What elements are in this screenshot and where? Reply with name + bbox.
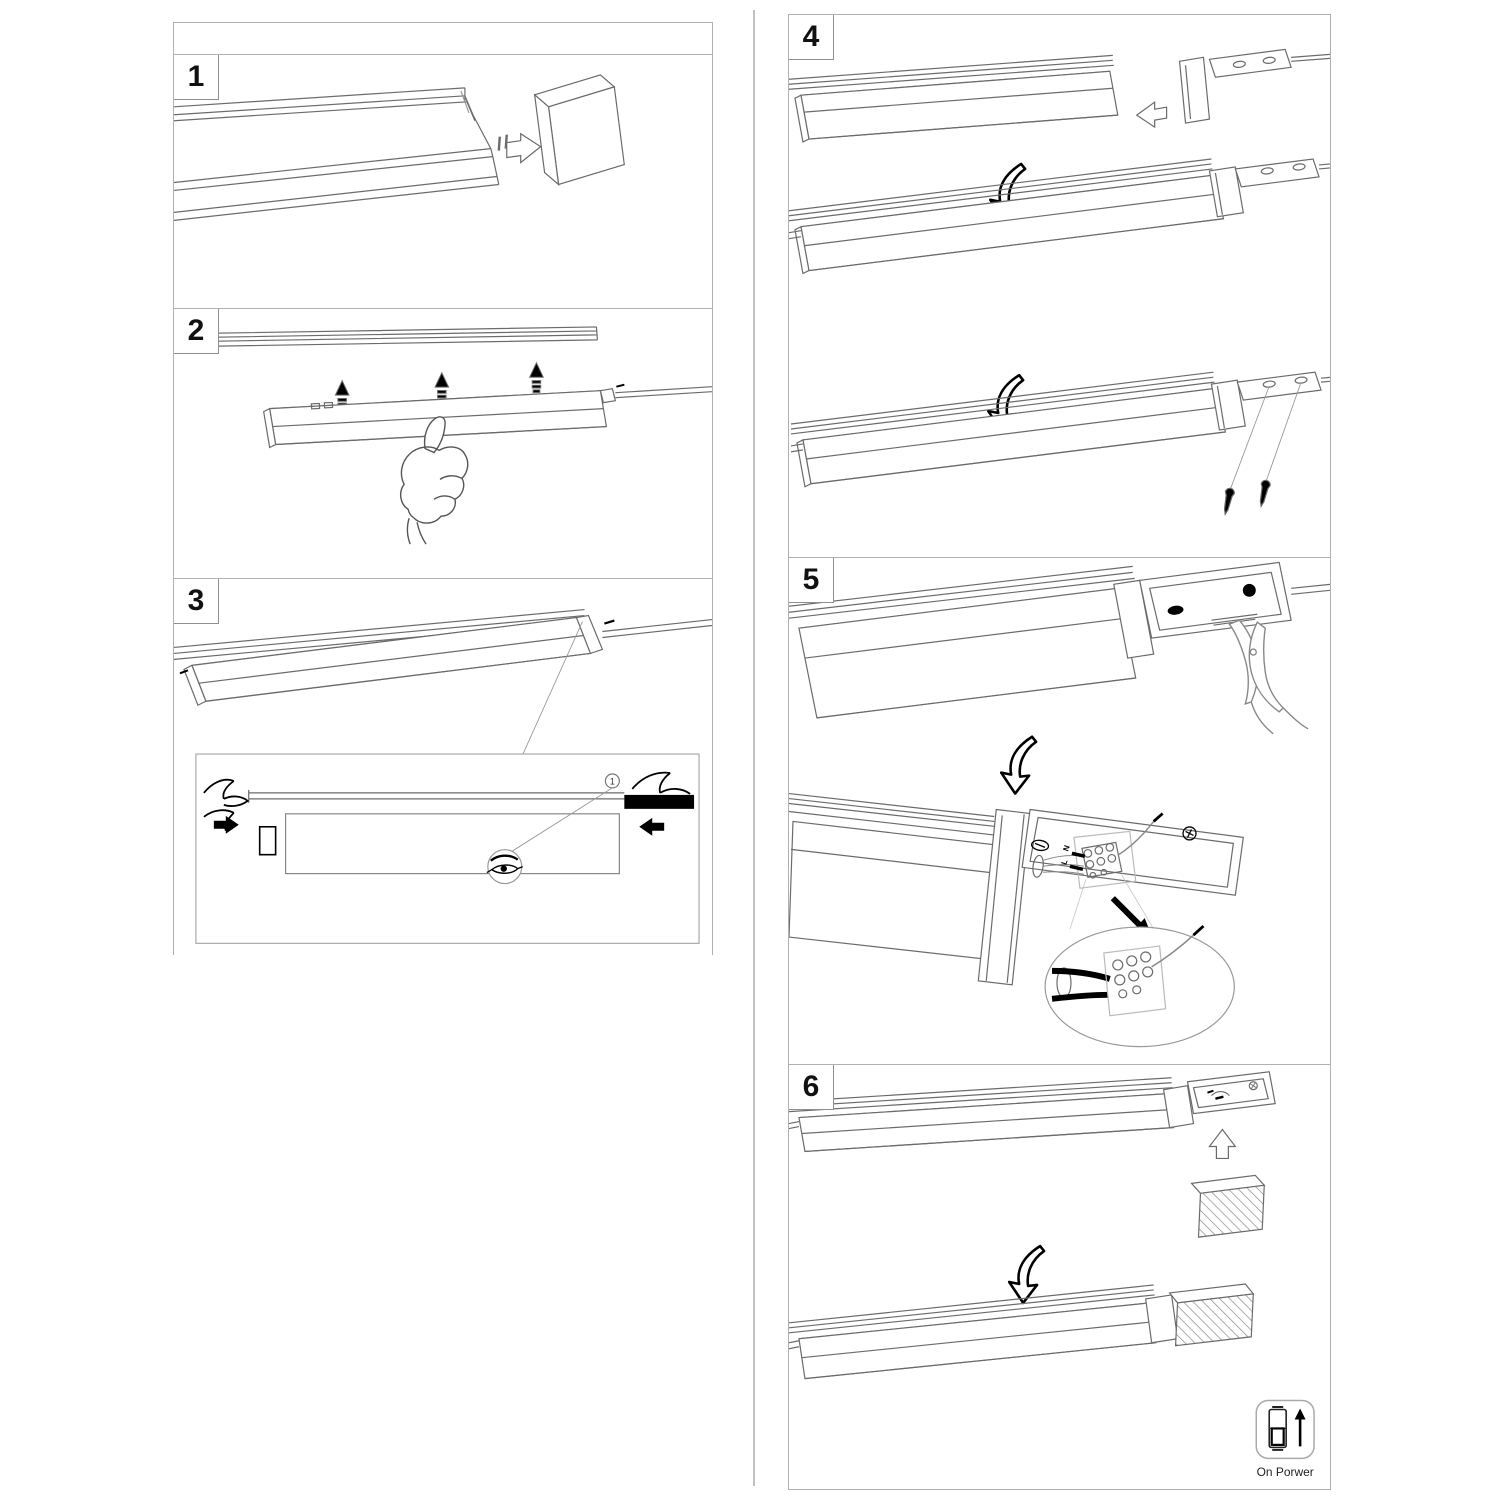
- step-4-number: 4: [802, 20, 820, 53]
- step-2-number: 2: [187, 314, 205, 347]
- rocker-switch-icon: [1269, 1407, 1286, 1450]
- step-6-number: 6: [802, 1070, 820, 1103]
- eye-icon: [487, 850, 523, 884]
- curved-down-arrow-icon: [1001, 737, 1036, 794]
- connector-pins: [499, 135, 507, 151]
- step-3-number: 3: [187, 584, 205, 617]
- step-4-illustration: [789, 15, 1330, 557]
- hatched-end-cap: [1170, 1284, 1254, 1346]
- right-block-arrow-icon: [507, 134, 541, 163]
- callout-number: 1: [609, 776, 615, 787]
- inset-detail-box: [196, 754, 699, 943]
- finished-fixture: [789, 1284, 1253, 1379]
- power-switch-icon: [1256, 1401, 1314, 1459]
- step-2-number-badge: [174, 309, 219, 354]
- light-fixture: [180, 616, 712, 706]
- hatched-end-cap: [1192, 1175, 1265, 1237]
- step-4-section: [789, 15, 1330, 558]
- step-5-section: [789, 558, 1330, 1065]
- screw-icon: [1221, 487, 1235, 515]
- curved-down-arrow-icon: [1009, 1246, 1044, 1303]
- left-panel: [173, 22, 713, 955]
- assembled-fixture: [791, 372, 1330, 487]
- step-2-illustration: [174, 309, 712, 578]
- pliers-icon: [1229, 620, 1308, 734]
- power-switch-label: On Porwer: [1256, 1465, 1314, 1480]
- left-block-arrow-icon: [1137, 102, 1167, 127]
- light-fixture: [264, 385, 712, 448]
- mounting-rail: [174, 327, 597, 347]
- junction-plate: [1188, 1072, 1276, 1114]
- step-5-number: 5: [802, 563, 820, 596]
- step-6-section: [789, 1065, 1330, 1489]
- step-1-section: [174, 55, 712, 309]
- connector-piece: [1180, 49, 1330, 123]
- step-1-number: 1: [187, 60, 205, 93]
- wire-label-n: N: [1061, 844, 1072, 853]
- rail-profile: [174, 88, 499, 220]
- column-divider: [753, 10, 755, 1486]
- magnifier-ellipse: [1045, 926, 1234, 1047]
- step-3-section: [174, 579, 712, 957]
- step-1-illustration: [174, 55, 712, 308]
- light-fixture: [789, 566, 1154, 717]
- step-3-number-badge: [174, 579, 219, 624]
- step-4-number-badge: [789, 15, 834, 60]
- up-arrow-icon: [435, 373, 449, 403]
- right-panel: [788, 14, 1331, 1490]
- step-6-number-badge: [789, 1065, 834, 1110]
- step-5-illustration: [789, 558, 1330, 1064]
- up-arrow-icon: [530, 363, 544, 393]
- screw-icon: [1257, 479, 1271, 507]
- step-3-illustration: [174, 579, 712, 957]
- step-1-number-badge: [174, 55, 219, 100]
- left-panel-header: [174, 23, 712, 55]
- assembled-fixture: [789, 159, 1330, 274]
- light-fixture: [789, 55, 1118, 142]
- end-cap: [535, 75, 625, 185]
- light-fixture: [789, 1078, 1194, 1152]
- step-2-section: [174, 309, 712, 579]
- up-block-arrow-icon: [1209, 1130, 1235, 1159]
- step-5-number-badge: [789, 558, 834, 603]
- wire-label-l: L: [1059, 858, 1070, 866]
- step-6-illustration: [789, 1065, 1330, 1489]
- callout-circle: [605, 774, 619, 788]
